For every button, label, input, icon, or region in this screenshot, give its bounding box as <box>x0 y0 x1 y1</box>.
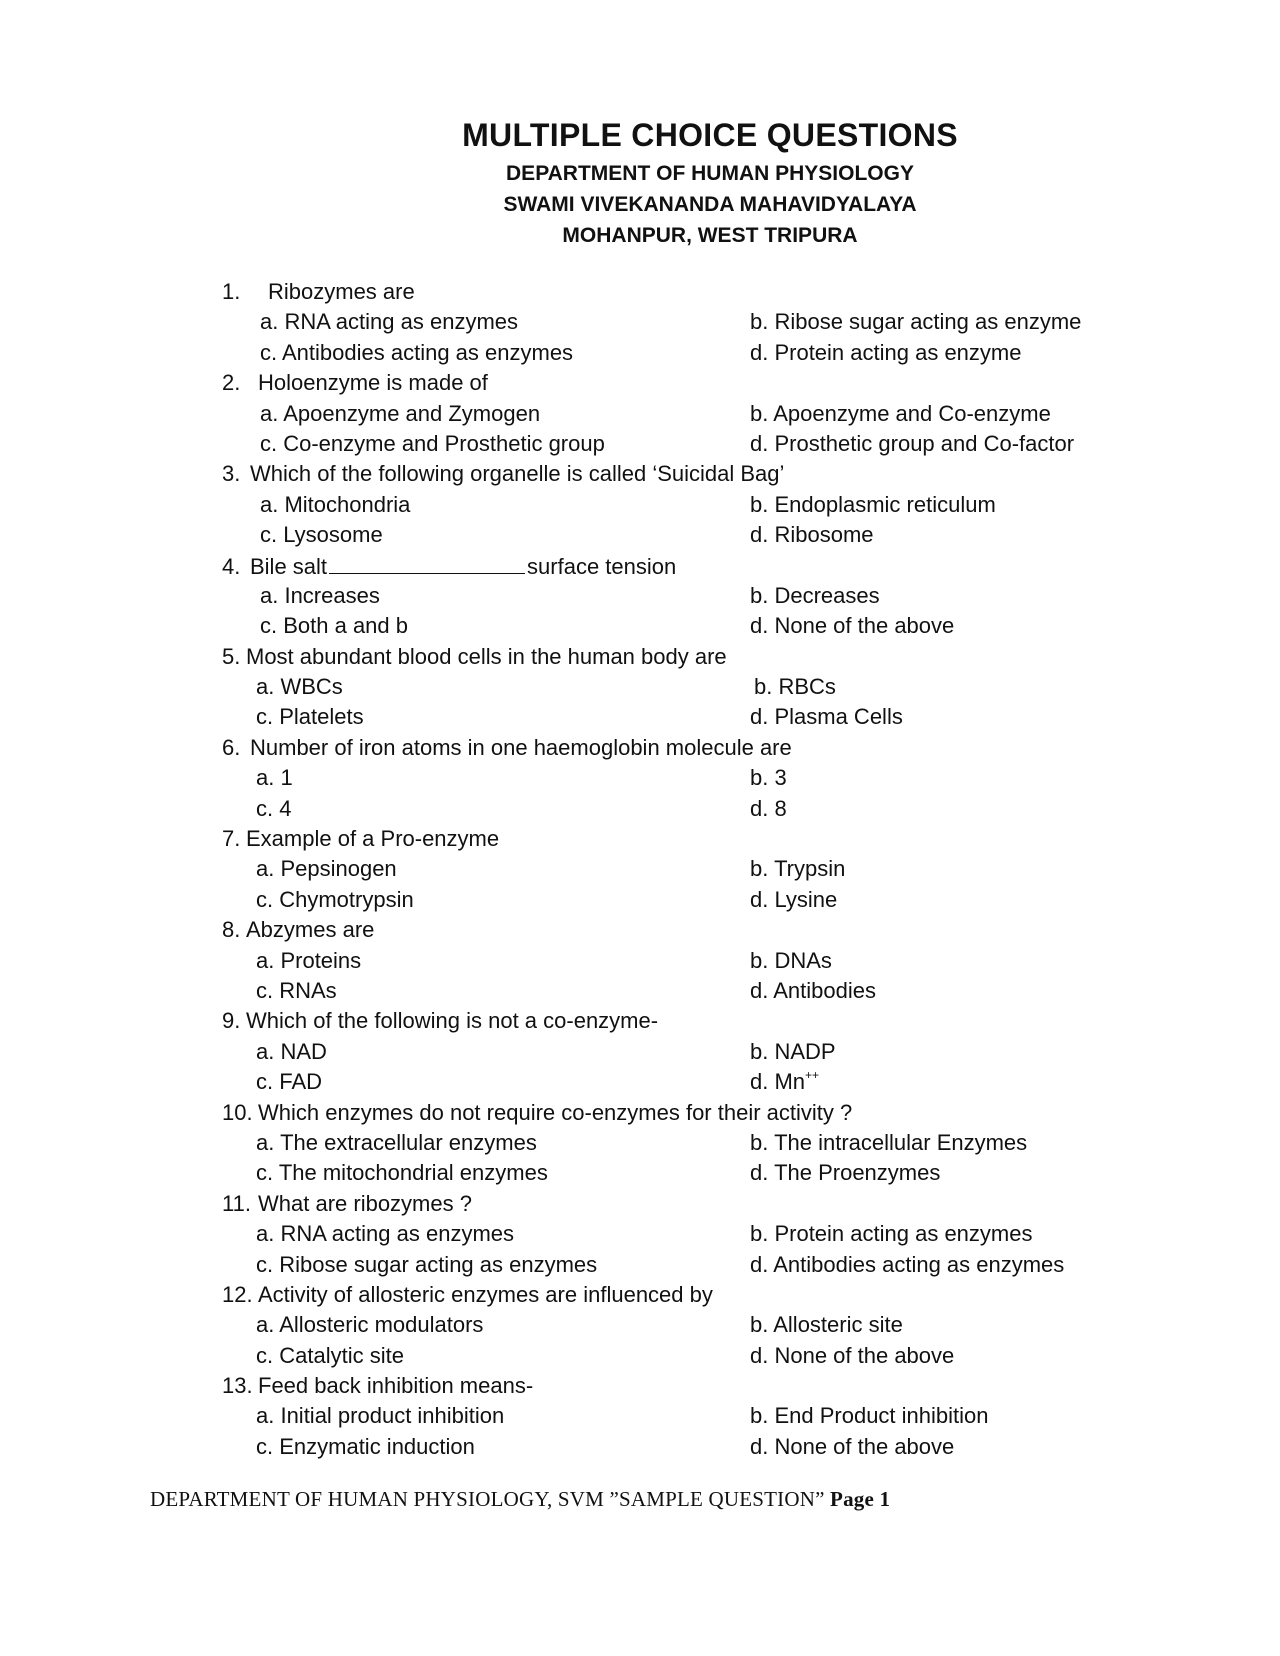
question-text: Feed back inhibition means- <box>258 1373 534 1399</box>
option-c: c. Antibodies acting as enzymes <box>260 339 574 365</box>
question-text: Which of the following is not a co-enzyme- <box>246 1008 659 1034</box>
option-a: a. Pepsinogen <box>256 856 397 882</box>
option-a: a. WBCs <box>256 674 343 700</box>
question-13 <box>222 1371 1122 1401</box>
option-c: c. Enzymatic induction <box>256 1433 475 1459</box>
question-number: 2. <box>222 370 241 396</box>
option-d: d. The Proenzymes <box>750 1160 941 1186</box>
option-row <box>222 854 1122 884</box>
option-row <box>222 1250 1122 1280</box>
question-text: Holoenzyme is made of <box>258 370 488 396</box>
question-text: Which of the following organelle is called ‘Suicidal Bag’ <box>250 461 785 487</box>
question-text: Abzymes are <box>246 917 375 943</box>
option-d: d. None of the above <box>750 613 955 639</box>
option-a: a. Proteins <box>256 947 362 973</box>
option-d: d. Antibodies <box>750 977 876 1003</box>
option-row <box>222 763 1122 793</box>
question-number: 3. <box>222 461 241 487</box>
option-row <box>222 1219 1122 1249</box>
question-text: Most abundant blood cells in the human body are <box>246 643 727 669</box>
question-8 <box>222 915 1122 945</box>
option-b: b. Apoenzyme and Co-enzyme <box>750 400 1051 426</box>
college-location: MOHANPUR, WEST TRIPURA <box>562 224 858 247</box>
question-number: 9. <box>222 1008 241 1034</box>
option-row <box>222 307 1122 337</box>
footer-text: DEPARTMENT OF HUMAN PHYSIOLOGY, SVM ”SAMPLE QUESTION” <box>150 1487 825 1511</box>
option-c: c. Platelets <box>256 704 364 730</box>
option-b: b. End Product inhibition <box>750 1403 989 1429</box>
option-row <box>222 976 1122 1006</box>
option-c: c. Chymotrypsin <box>256 886 414 912</box>
option-c: c. Catalytic site <box>256 1342 404 1368</box>
option-a: a. Allosteric modulators <box>256 1312 484 1338</box>
option-c: c. Both a and b <box>260 613 408 639</box>
question-text: What are ribozymes ? <box>258 1190 472 1216</box>
question-list <box>222 277 1122 1462</box>
option-row <box>222 520 1122 550</box>
option-b: b. DNAs <box>750 947 832 973</box>
option-b: b. Ribose sugar acting as enzyme <box>750 309 1082 335</box>
option-c: c. 4 <box>256 795 292 821</box>
option-d: d. Lysine <box>750 886 838 912</box>
question-number: 1. <box>222 279 241 304</box>
option-d: d. 8 <box>750 795 787 821</box>
option-b: b. The intracellular Enzymes <box>750 1129 1028 1155</box>
college-name: SWAMI VIVEKANANDA MAHAVIDYALAYA <box>503 193 917 216</box>
option-row <box>222 429 1122 459</box>
option-b: b. 3 <box>750 765 787 791</box>
option-row <box>222 581 1122 611</box>
question-text: Activity of allosteric enzymes are influenced by <box>258 1281 713 1307</box>
option-d: d. Prosthetic group and Co-factor <box>750 430 1075 456</box>
option-a: a. Mitochondria <box>260 491 411 517</box>
option-a: a. Increases <box>260 582 380 608</box>
question-number: 4. <box>222 553 241 579</box>
option-c: c. Lysosome <box>260 522 383 548</box>
question-text: Example of a Pro-enzyme <box>246 826 500 852</box>
option-d <box>750 1067 819 1097</box>
option-a: a. RNA acting as enzymes <box>260 309 519 335</box>
page-footer <box>150 1487 890 1512</box>
question-text: Number of iron atoms in one haemoglobin molecule are <box>250 734 792 760</box>
question-6 <box>222 733 1122 763</box>
document-header <box>0 112 1280 251</box>
answer-blank <box>329 551 525 574</box>
option-b: b. NADP <box>750 1038 836 1064</box>
question-text: Which enzymes do not require co-enzymes for their activity ? <box>258 1099 853 1125</box>
option-d-text: d. Mn <box>750 1069 806 1095</box>
option-row <box>222 672 1122 702</box>
question-number: 6. <box>222 734 241 760</box>
option-a: a. NAD <box>256 1038 327 1064</box>
option-c: c. Co-enzyme and Prosthetic group <box>260 430 605 456</box>
question-1 <box>222 277 1122 307</box>
question-number: 10. <box>222 1099 253 1125</box>
question-number: 13. <box>222 1373 253 1399</box>
question-10 <box>222 1098 1122 1128</box>
question-3 <box>222 459 1122 489</box>
option-row <box>222 1432 1122 1462</box>
option-row <box>222 1401 1122 1431</box>
option-a: a. 1 <box>256 765 293 791</box>
question-text-end: surface tension <box>527 553 677 579</box>
option-row <box>222 946 1122 976</box>
question-12 <box>222 1280 1122 1310</box>
option-a: a. Apoenzyme and Zymogen <box>260 400 541 426</box>
department-name: DEPARTMENT OF HUMAN PHYSIOLOGY <box>506 162 914 185</box>
question-4 <box>222 551 1122 581</box>
option-row <box>222 1128 1122 1158</box>
question-number: 5. <box>222 643 241 669</box>
option-b: b. RBCs <box>754 674 836 700</box>
option-b: b. Allosteric site <box>750 1312 903 1338</box>
option-c: c. The mitochondrial enzymes <box>256 1160 548 1186</box>
option-row <box>222 1158 1122 1188</box>
question-5 <box>222 642 1122 672</box>
option-row <box>222 1037 1122 1067</box>
option-d: d. None of the above <box>750 1342 955 1368</box>
page-title: MULTIPLE CHOICE QUESTIONS <box>462 117 958 153</box>
option-b: b. Trypsin <box>750 856 846 882</box>
option-d: d. None of the above <box>750 1433 955 1459</box>
option-c: c. RNAs <box>256 977 337 1003</box>
option-b: b. Decreases <box>750 582 880 608</box>
option-row <box>222 611 1122 641</box>
option-a: a. RNA acting as enzymes <box>256 1221 515 1247</box>
option-b: b. Protein acting as enzymes <box>750 1221 1033 1247</box>
option-d-superscript: ++ <box>805 1068 820 1083</box>
option-row <box>222 702 1122 732</box>
option-d: d. Plasma Cells <box>750 704 903 730</box>
option-d: d. Antibodies acting as enzymes <box>750 1251 1065 1277</box>
question-text: Ribozymes are <box>268 279 415 304</box>
question-text-start: Bile salt <box>250 553 328 579</box>
option-d: d. Protein acting as enzyme <box>750 339 1022 365</box>
option-row <box>222 1310 1122 1340</box>
option-d: d. Ribosome <box>750 522 874 548</box>
option-a: a. Initial product inhibition <box>256 1403 505 1429</box>
option-c: c. Ribose sugar acting as enzymes <box>256 1251 598 1277</box>
option-row <box>222 399 1122 429</box>
option-row <box>222 794 1122 824</box>
option-row <box>222 1341 1122 1371</box>
option-a: a. The extracellular enzymes <box>256 1129 537 1155</box>
option-c: c. FAD <box>256 1069 323 1095</box>
question-9 <box>222 1006 1122 1036</box>
option-b: b. Endoplasmic reticulum <box>750 491 996 517</box>
question-11 <box>222 1189 1122 1219</box>
option-row <box>222 1067 1122 1097</box>
question-number: 7. <box>222 826 241 852</box>
question-number: 12. <box>222 1281 253 1307</box>
question-number: 11. <box>222 1190 251 1216</box>
question-7 <box>222 824 1122 854</box>
page-number: Page 1 <box>830 1487 891 1511</box>
option-row <box>222 490 1122 520</box>
question-number: 8. <box>222 917 241 943</box>
option-row <box>222 338 1122 368</box>
option-row <box>222 885 1122 915</box>
question-2 <box>222 368 1122 398</box>
